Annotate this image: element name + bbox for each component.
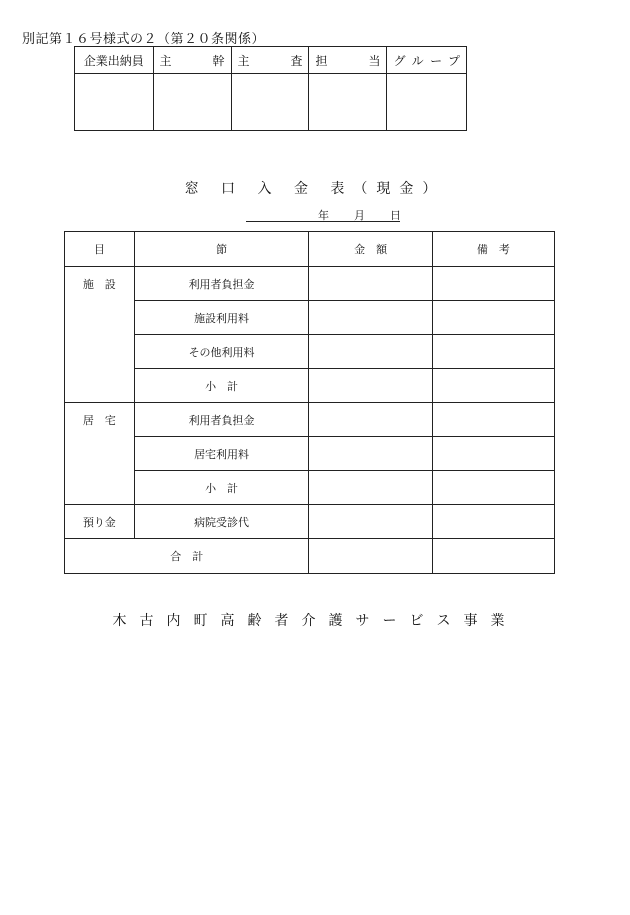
table-row [65, 471, 555, 505]
table-header-row [65, 232, 555, 267]
remarks-cell[interactable] [432, 301, 554, 335]
remarks-cell[interactable] [432, 471, 554, 505]
table-row [65, 437, 555, 471]
table-row [65, 369, 555, 403]
header-remarks: 備 考 [432, 232, 554, 267]
approval-header-chief: 主幹 [153, 47, 231, 74]
table-row [65, 505, 555, 539]
remarks-cell[interactable] [432, 369, 554, 403]
header-moku: 目 [65, 232, 135, 267]
stamp-box-treasurer[interactable] [75, 74, 154, 131]
approval-header-row [75, 47, 467, 74]
cash-receipt-table [64, 231, 555, 574]
remarks-cell[interactable] [432, 505, 554, 539]
table-row [65, 335, 555, 369]
date-month-label: 月 [354, 209, 365, 222]
total-label: 合 計 [65, 539, 309, 574]
amount-cell[interactable] [309, 505, 432, 539]
remarks-cell[interactable] [432, 437, 554, 471]
remarks-cell[interactable] [432, 335, 554, 369]
approval-stamp-table [74, 46, 467, 131]
setsu-cell: 病院受診代 [134, 505, 309, 539]
date-field[interactable] [246, 207, 400, 222]
moku-deposit: 預り金 [65, 505, 135, 539]
amount-cell[interactable] [309, 437, 432, 471]
stamp-box-chief[interactable] [153, 74, 231, 131]
date-day-label: 日 [390, 209, 401, 222]
approval-stamp-row [75, 74, 467, 131]
setsu-cell: 利用者負担金 [134, 403, 309, 437]
stamp-box-inspector[interactable] [231, 74, 309, 131]
setsu-cell: 小 計 [134, 369, 309, 403]
setsu-cell: その他利用料 [134, 335, 309, 369]
table-row [65, 403, 555, 437]
header-amount: 金 額 [309, 232, 432, 267]
approval-header-treasurer: 企業出納員 [75, 47, 154, 74]
setsu-cell: 利用者負担金 [134, 267, 309, 301]
amount-cell[interactable] [309, 471, 432, 505]
setsu-cell: 小 計 [134, 471, 309, 505]
table-row [65, 301, 555, 335]
table-row [65, 267, 555, 301]
approval-header-inspector: 主査 [231, 47, 309, 74]
stamp-box-staff[interactable] [309, 74, 387, 131]
moku-facility: 施 設 [65, 267, 135, 403]
approval-header-group: グループ [387, 47, 467, 74]
setsu-cell: 居宅利用料 [134, 437, 309, 471]
amount-cell[interactable] [309, 267, 432, 301]
header-setsu: 節 [134, 232, 309, 267]
moku-home: 居 宅 [65, 403, 135, 505]
remarks-cell[interactable] [432, 403, 554, 437]
amount-cell[interactable] [309, 301, 432, 335]
setsu-cell: 施設利用料 [134, 301, 309, 335]
form-number: 別記第１６号様式の２（第２０条関係） [22, 32, 266, 47]
stamp-box-group[interactable] [387, 74, 467, 131]
date-year-label: 年 [318, 209, 329, 222]
total-remarks-cell[interactable] [432, 539, 554, 574]
amount-cell[interactable] [309, 335, 432, 369]
approval-header-staff: 担当 [309, 47, 387, 74]
remarks-cell[interactable] [432, 267, 554, 301]
amount-cell[interactable] [309, 369, 432, 403]
total-row [65, 539, 555, 574]
amount-cell[interactable] [309, 403, 432, 437]
organization-name: 木古内町高齢者介護サービス事業 [112, 613, 518, 629]
document-title: 窓 口 入 金 表（現金） [184, 181, 446, 197]
total-amount-cell[interactable] [309, 539, 432, 574]
